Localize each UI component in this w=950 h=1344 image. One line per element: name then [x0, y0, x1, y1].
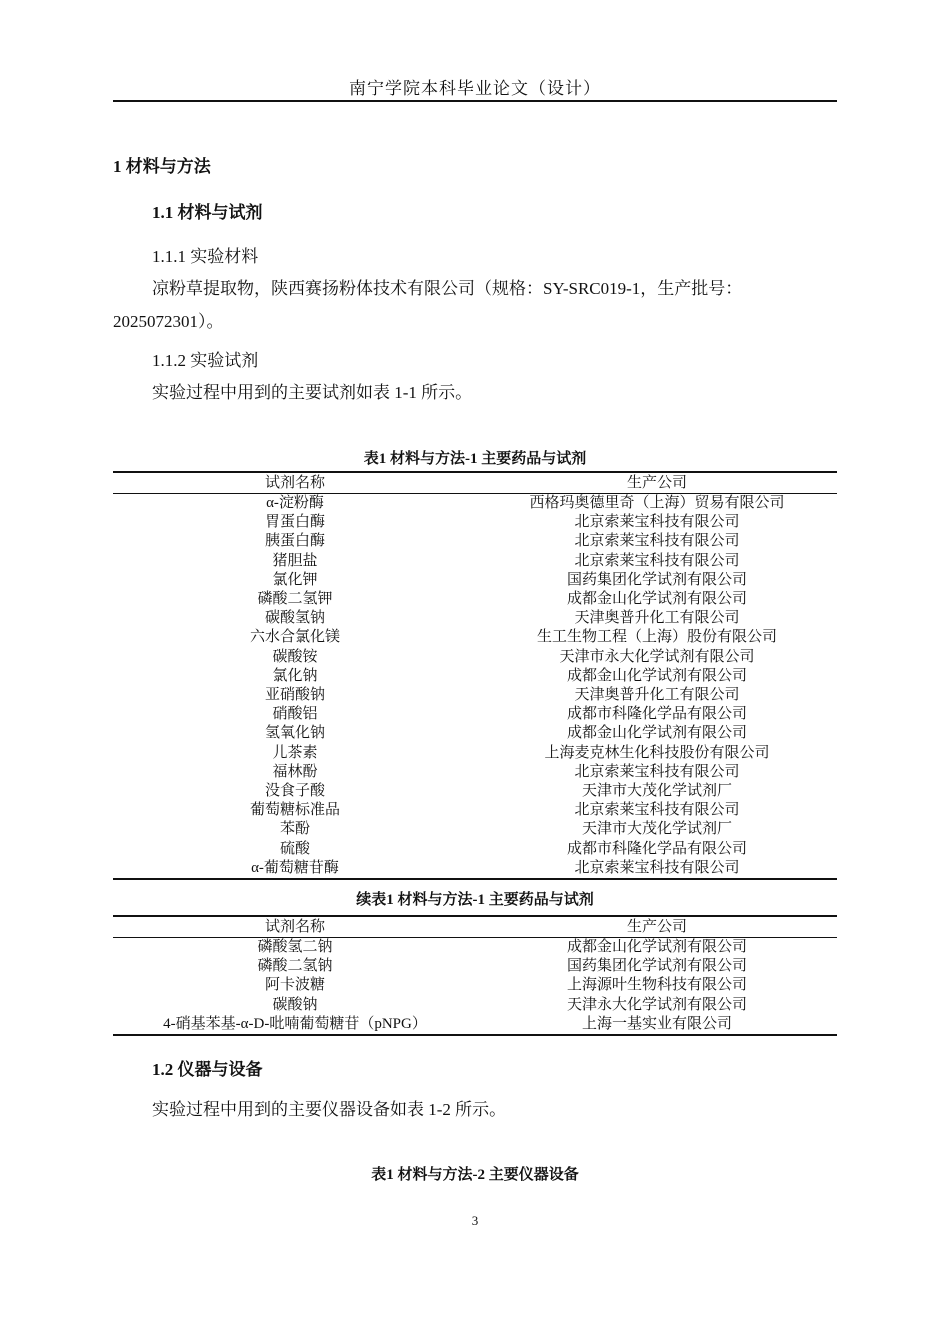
- reagent-name-cell: 磷酸氢二钠: [257, 939, 333, 955]
- table-header-row: [113, 472, 837, 494]
- header-reagent-name: 试剂名称: [264, 919, 325, 935]
- reagent-name-cell: 猪胆盐: [272, 552, 318, 569]
- manufacturer-cell: 上海一基实业有限公司: [581, 1015, 732, 1032]
- table-row: [113, 957, 837, 976]
- reagent-name-cell: 磷酸二氢钾: [257, 591, 333, 608]
- table-row: [113, 976, 837, 995]
- manufacturer-cell: 国药集团化学试剂有限公司: [566, 958, 747, 975]
- manufacturer-cell: 成都市科隆化学品有限公司: [566, 706, 747, 723]
- reagent-name-cell: α-淀粉酶: [266, 495, 324, 511]
- manufacturer-cell: 北京索莱宝科技有限公司: [574, 533, 740, 550]
- manufacturer-cell: 北京索莱宝科技有限公司: [574, 763, 740, 780]
- reagents-table-body: [113, 494, 837, 880]
- reagent-name-cell: 福林酚: [272, 763, 318, 780]
- table-row: [113, 609, 837, 628]
- section-heading-1-2: 1.2 仪器与设备: [152, 1060, 263, 1079]
- table-row: [113, 859, 837, 879]
- manufacturer-cell: 上海源叶生物科技有限公司: [566, 977, 747, 994]
- table-row: [113, 532, 837, 551]
- table-row: [113, 667, 837, 686]
- table-row: [113, 590, 837, 609]
- header-reagent-name: 试剂名称: [264, 475, 325, 491]
- header-manufacturer: 生产公司: [626, 475, 687, 491]
- reagent-name-cell: 阿卡波糖: [264, 977, 325, 994]
- section-heading-1-1-1: 1.1.1 实验材料: [152, 247, 259, 266]
- manufacturer-cell: 西格玛奥德里奇（上海）贸易有限公司: [529, 495, 785, 511]
- table-header-row: [113, 916, 837, 938]
- reagent-name-cell: 氢氧化钠: [264, 725, 325, 742]
- section-heading-1-1: 1.1 材料与试剂: [152, 203, 263, 222]
- reagents-table-continued: [113, 915, 837, 1036]
- section-heading-1: 1 材料与方法: [113, 157, 211, 176]
- reagent-name-cell: 六水合氯化镁: [249, 629, 340, 646]
- reagent-name-cell: 胰蛋白酶: [264, 533, 325, 550]
- reagent-name-cell: 碳酸钠: [272, 996, 318, 1013]
- table-row: [113, 763, 837, 782]
- reagent-name-cell: 碳酸氢钠: [264, 610, 325, 627]
- table-row: [113, 513, 837, 532]
- reagent-name-cell: 硝酸铝: [272, 706, 318, 723]
- reagent-name-cell: 苯酚: [279, 821, 310, 838]
- table-row: [113, 1015, 837, 1035]
- reagent-name-cell: 氯化钾: [272, 571, 318, 588]
- manufacturer-cell: 上海麦克林生化科技股份有限公司: [544, 744, 770, 761]
- table-row: [113, 628, 837, 647]
- reagent-name-cell: 碳酸铵: [272, 648, 318, 665]
- reagent-name-cell: 亚硝酸钠: [264, 687, 325, 704]
- table-row: [113, 552, 837, 571]
- page-number: 3: [471, 1213, 479, 1228]
- table-row: [113, 705, 837, 724]
- table2-caption: 表1 材料与方法-2 主要仪器设备: [371, 1167, 579, 1183]
- table-row: [113, 782, 837, 801]
- table-row: [113, 494, 837, 514]
- manufacturer-cell: 成都金山化学试剂有限公司: [566, 939, 747, 955]
- table-row: [113, 686, 837, 705]
- reagent-name-cell: 胃蛋白酶: [264, 514, 325, 531]
- manufacturer-cell: 成都金山化学试剂有限公司: [566, 725, 747, 742]
- manufacturer-cell: 北京索莱宝科技有限公司: [574, 552, 740, 569]
- reagent-name-cell: 儿茶素: [272, 744, 318, 761]
- reagents-paragraph: 实验过程中用到的主要试剂如表 1-1 所示。: [152, 383, 473, 402]
- instruments-paragraph: 实验过程中用到的主要仪器设备如表 1-2 所示。: [152, 1100, 507, 1119]
- reagent-name-cell: 葡萄糖标准品: [249, 802, 340, 819]
- manufacturer-cell: 天津市大茂化学试剂厂: [581, 783, 732, 800]
- manufacturer-cell: 天津永大化学试剂有限公司: [566, 996, 747, 1013]
- manufacturer-cell: 生工生物工程（上海）股份有限公司: [536, 629, 777, 646]
- table-row: [113, 996, 837, 1015]
- section-heading-1-1-2: 1.1.2 实验试剂: [152, 351, 259, 370]
- manufacturer-cell: 成都金山化学试剂有限公司: [566, 591, 747, 608]
- manufacturer-cell: 天津奥普升化工有限公司: [574, 610, 740, 627]
- table-row: [113, 840, 837, 859]
- table1-continued-caption: 续表1 材料与方法-1 主要药品与试剂: [356, 892, 594, 908]
- header-manufacturer: 生产公司: [626, 919, 687, 935]
- table1-caption: 表1 材料与方法-1 主要药品与试剂: [363, 451, 587, 467]
- reagents-table: [113, 471, 837, 880]
- reagent-name-cell: 氯化钠: [272, 667, 318, 684]
- materials-paragraph: 凉粉草提取物，陕西赛扬粉体技术有限公司（规格：SY-SRC019-1，生产批号：2025072301）。: [113, 279, 743, 331]
- table-row: [113, 801, 837, 820]
- reagent-name-cell: 磷酸二氢钠: [257, 958, 333, 975]
- manufacturer-cell: 天津市大茂化学试剂厂: [581, 821, 732, 838]
- manufacturer-cell: 北京索莱宝科技有限公司: [574, 802, 740, 819]
- reagents-table-continued-body: [113, 938, 837, 1036]
- table-row: [113, 724, 837, 743]
- reagent-name-cell: 没食子酸: [264, 783, 325, 800]
- manufacturer-cell: 北京索莱宝科技有限公司: [574, 859, 740, 876]
- page-header: 南宁学院本科毕业论文（设计）: [349, 79, 601, 98]
- table-row: [113, 571, 837, 590]
- manufacturer-cell: 成都金山化学试剂有限公司: [566, 667, 747, 684]
- manufacturer-cell: 北京索莱宝科技有限公司: [574, 514, 740, 531]
- table-row: [113, 820, 837, 839]
- reagent-name-cell: α-葡萄糖苷酶: [251, 859, 339, 876]
- table-row: [113, 938, 837, 958]
- manufacturer-cell: 成都市科隆化学品有限公司: [566, 840, 747, 857]
- header-rule: [113, 100, 837, 102]
- table-row: [113, 648, 837, 667]
- manufacturer-cell: 天津市永大化学试剂有限公司: [559, 648, 755, 665]
- table-row: [113, 744, 837, 763]
- reagent-name-cell: 4-硝基苯基-α-D-吡喃葡萄糖苷（pNPG）: [163, 1015, 427, 1032]
- reagent-name-cell: 硫酸: [279, 840, 310, 857]
- manufacturer-cell: 天津奥普升化工有限公司: [574, 687, 740, 704]
- manufacturer-cell: 国药集团化学试剂有限公司: [566, 571, 747, 588]
